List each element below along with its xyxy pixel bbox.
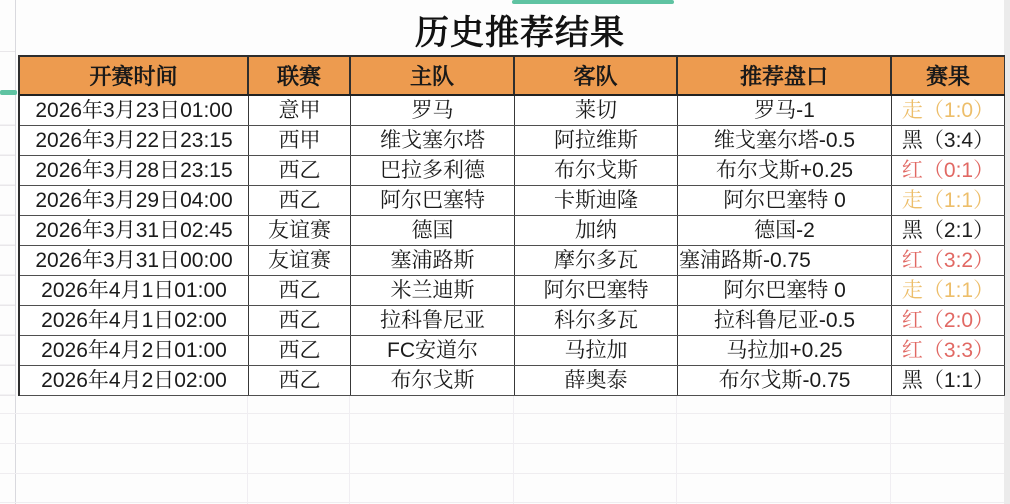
cell-result[interactable]: 走（1:1） [892, 276, 1005, 305]
cell-result[interactable]: 红（2:0） [892, 306, 1005, 335]
cell-away-team[interactable]: 阿尔巴塞特 [515, 276, 678, 305]
cell-away-team[interactable]: 薛奥泰 [515, 366, 678, 395]
cell-handicap[interactable]: 布尔戈斯-0.75 [678, 366, 892, 395]
header-cell-league[interactable]: 联赛 [249, 57, 351, 94]
header-cell-result[interactable]: 赛果 [892, 57, 1005, 94]
cell-home-team[interactable]: 阿尔巴塞特 [351, 186, 515, 215]
page-title: 历史推荐结果 [415, 14, 625, 52]
cell-handicap[interactable]: 塞浦路斯-0.75 [678, 246, 892, 275]
header-cell-time[interactable]: 开赛时间 [20, 57, 249, 94]
cell-away-team[interactable]: 阿拉维斯 [515, 126, 678, 155]
cell-result[interactable]: 黑（3:4） [892, 126, 1005, 155]
cell-result[interactable]: 黑（2:1） [892, 216, 1005, 245]
table-row [20, 156, 1005, 186]
gutter-gridline-row [0, 51, 15, 52]
cell-league[interactable]: 意甲 [249, 96, 351, 125]
empty-column-gridline [247, 396, 248, 504]
table-row [20, 186, 1005, 216]
cell-handicap[interactable]: 阿尔巴塞特 0 [678, 186, 892, 215]
cell-handicap[interactable]: 罗马-1 [678, 96, 892, 125]
cell-away-team[interactable]: 加纳 [515, 216, 678, 245]
gutter-gridlines [0, 96, 15, 396]
cell-league[interactable]: 西乙 [249, 156, 351, 185]
cell-home-team[interactable]: 巴拉多利德 [351, 156, 515, 185]
cell-selection-indicator-top [512, 0, 674, 4]
cell-time[interactable]: 2026年3月23日01:00 [20, 96, 249, 125]
table-row [20, 306, 1005, 336]
cell-league[interactable]: 友谊赛 [249, 246, 351, 275]
cell-time[interactable]: 2026年4月2日01:00 [20, 336, 249, 365]
cell-handicap[interactable]: 维戈塞尔塔-0.5 [678, 126, 892, 155]
cell-result[interactable]: 走（1:1） [892, 186, 1005, 215]
cell-result[interactable]: 红（3:2） [892, 246, 1005, 275]
table-row [20, 126, 1005, 156]
cell-result[interactable]: 黑（1:1） [892, 366, 1005, 395]
cell-time[interactable]: 2026年4月1日01:00 [20, 276, 249, 305]
cell-home-team[interactable]: 维戈塞尔塔 [351, 126, 515, 155]
gutter-gridline-vertical [15, 0, 16, 504]
table-row [20, 246, 1005, 276]
cell-home-team[interactable]: 罗马 [351, 96, 515, 125]
cell-away-team[interactable]: 科尔多瓦 [515, 306, 678, 335]
cell-home-team[interactable]: 米兰迪斯 [351, 276, 515, 305]
cell-league[interactable]: 友谊赛 [249, 216, 351, 245]
table-row [20, 276, 1005, 306]
cell-time[interactable]: 2026年3月29日04:00 [20, 186, 249, 215]
cell-time[interactable]: 2026年3月22日23:15 [20, 126, 249, 155]
cell-away-team[interactable]: 卡斯迪隆 [515, 186, 678, 215]
cell-time[interactable]: 2026年3月31日02:45 [20, 216, 249, 245]
empty-row-gridline [0, 443, 1010, 444]
empty-column-gridline [513, 396, 514, 504]
cell-league[interactable]: 西甲 [249, 126, 351, 155]
cell-home-team[interactable]: 塞浦路斯 [351, 246, 515, 275]
empty-row-gridline [0, 502, 1010, 503]
cell-time[interactable]: 2026年4月2日02:00 [20, 366, 249, 395]
cell-away-team[interactable]: 莱切 [515, 96, 678, 125]
cell-away-team[interactable]: 马拉加 [515, 336, 678, 365]
cell-result[interactable]: 红（3:3） [892, 336, 1005, 365]
table-row [20, 336, 1005, 366]
cell-time[interactable]: 2026年3月31日00:00 [20, 246, 249, 275]
cell-home-team[interactable]: 拉科鲁尼亚 [351, 306, 515, 335]
table-row [20, 366, 1005, 396]
empty-column-gridline [890, 396, 891, 504]
cell-selection-indicator-left [0, 90, 17, 95]
header-cell-handicap[interactable]: 推荐盘口 [678, 57, 892, 94]
cell-league[interactable]: 西乙 [249, 336, 351, 365]
cell-result[interactable]: 走（1:0） [892, 96, 1005, 125]
cell-home-team[interactable]: 布尔戈斯 [351, 366, 515, 395]
table-row [20, 216, 1005, 246]
empty-row-gridline [0, 473, 1010, 474]
cell-home-team[interactable]: 德国 [351, 216, 515, 245]
cell-handicap[interactable]: 德国-2 [678, 216, 892, 245]
cell-league[interactable]: 西乙 [249, 306, 351, 335]
cell-handicap[interactable]: 布尔戈斯+0.25 [678, 156, 892, 185]
header-cell-away[interactable]: 客队 [515, 57, 678, 94]
cell-handicap[interactable]: 马拉加+0.25 [678, 336, 892, 365]
cell-away-team[interactable]: 摩尔多瓦 [515, 246, 678, 275]
cell-handicap[interactable]: 阿尔巴塞特 0 [678, 276, 892, 305]
cell-time[interactable]: 2026年4月1日02:00 [20, 306, 249, 335]
cell-home-team[interactable]: FC安道尔 [351, 336, 515, 365]
cell-away-team[interactable]: 布尔戈斯 [515, 156, 678, 185]
table-row [20, 96, 1005, 126]
cell-league[interactable]: 西乙 [249, 186, 351, 215]
cell-league[interactable]: 西乙 [249, 276, 351, 305]
cell-league[interactable]: 西乙 [249, 366, 351, 395]
empty-column-gridline [349, 396, 350, 504]
empty-row-gridline [0, 413, 1010, 414]
empty-column-gridline [676, 396, 677, 504]
table-header-row [20, 55, 1005, 96]
header-cell-home[interactable]: 主队 [351, 57, 515, 94]
results-table [18, 55, 1005, 396]
cell-time[interactable]: 2026年3月28日23:15 [20, 156, 249, 185]
cell-result[interactable]: 红（0:1） [892, 156, 1005, 185]
cell-handicap[interactable]: 拉科鲁尼亚-0.5 [678, 306, 892, 335]
